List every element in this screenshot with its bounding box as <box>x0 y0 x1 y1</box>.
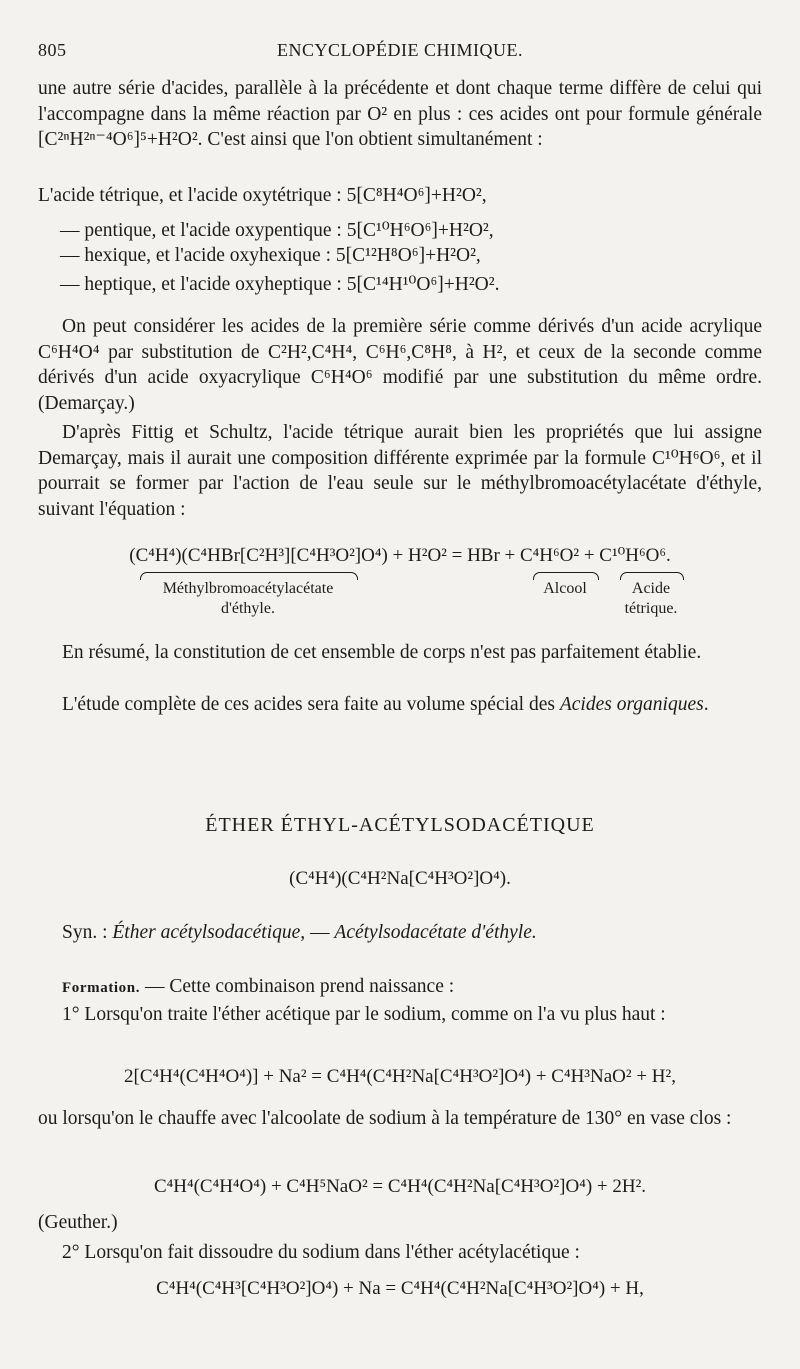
syn-name-2: Acétylsodacétate d'éthyle. <box>334 922 537 943</box>
etude-suffix: . <box>703 694 709 715</box>
brace-acide <box>620 572 684 580</box>
paragraph-fittig: D'après Fittig et Schultz, l'acide tétrique aurait bien les propriétés que lui assigne Demarçay, mais il aurait une composition différente exprimée par la formule C¹⁰H⁶O⁶, et il pourrait se former par l'action de l'eau seule sur le méthylbromoacétylacétate d'éthyle, suivant l'équation : <box>38 422 762 520</box>
label-alcool: Alcool <box>543 580 587 597</box>
syn-dash: — <box>305 922 335 943</box>
section-formula: (C⁴H⁴)(C⁴H²Na[C⁴H³O²]O⁴). <box>289 868 511 889</box>
equation-1: (C⁴H⁴)(C⁴HBr[C²H³][C⁴H³O²]O⁴) + H²O² = HBr + C⁴H⁶O² + C¹⁰H⁶O⁶. <box>129 545 671 566</box>
paragraph-chauffe: ou lorsqu'on le chauffe avec l'alcoolate de sodium à la température de 130° en vase clos : <box>38 1108 732 1129</box>
acid-line-4: — heptique, et l'acide oxyheptique : 5[C¹⁴H¹⁰O⁶]+H²O². <box>60 274 500 295</box>
acid-line-1: L'acide tétrique, et l'acide oxytétrique : 5[C⁸H⁴O⁶]+H²O², <box>38 185 487 206</box>
etude-text: L'étude complète de ces acides sera faite au volume spécial des <box>62 694 560 715</box>
section-title: ÉTHER ÉTHYL-ACÉTYLSODACÉTIQUE <box>205 814 595 836</box>
acid-line-3: — hexique, et l'acide oxyhexique : 5[C¹²H⁸O⁶]+H²O², <box>60 245 481 266</box>
brace-methyl <box>140 572 358 580</box>
brace-alcool <box>533 572 599 580</box>
intro-paragraph: une autre série d'acides, parallèle à la précédente et dont chaque terme diffère de celui qui l'accompagne dans la même réaction par O² en plus : ces acides ont pour formule générale [C²ⁿH²ⁿ⁻⁴O⁶]⁵+H²O². C'est ainsi que l'on obtient simultanément : <box>38 78 762 150</box>
label-tetrique: tétrique. <box>624 600 678 617</box>
citation-geuther: (Geuther.) <box>38 1212 118 1233</box>
paragraph-etude <box>38 692 762 718</box>
label-ethyle: d'éthyle. <box>221 600 275 617</box>
acid-line-2: — pentique, et l'acide oxypentique : 5[C¹⁰H⁶O⁶]+H²O², <box>60 220 494 241</box>
syn-name-1: Éther acétylsodacétique, <box>112 922 306 943</box>
page-number: 805 <box>38 40 67 60</box>
label-methylbromo: Méthylbromoacétylacétate <box>162 580 334 597</box>
formation-label: Formation. <box>62 980 141 996</box>
label-acide: Acide <box>631 580 671 597</box>
formation-heading <box>38 974 762 1002</box>
equation-2: 2[C⁴H⁴(C⁴H⁴O⁴)] + Na² = C⁴H⁴(C⁴H²Na[C⁴H³O²]O⁴) + C⁴H³NaO² + H², <box>124 1066 676 1087</box>
equation-4: C⁴H⁴(C⁴H³[C⁴H³O²]O⁴) + Na = C⁴H⁴(C⁴H²Na[C⁴H³O²]O⁴) + H, <box>156 1278 644 1299</box>
item-1: 1° Lorsqu'on traite l'éther acétique par le sodium, comme on l'a vu plus haut : <box>62 1004 666 1025</box>
paragraph-acrylic: On peut considérer les acides de la première série comme dérivés d'un acide acrylique C⁶H⁴O⁴ par substitution de C²H²,C⁴H⁴, C⁶H⁶,C⁸H⁸, à H², et ceux de la seconde comme dérivés d'un acide oxyacrylique C⁶H⁴O⁶ modifié par une substitution du même ordre. (Demarçay.) <box>38 316 762 414</box>
running-title: ENCYCLOPÉDIE CHIMIQUE. <box>277 40 523 60</box>
synonyms <box>38 920 762 946</box>
item-2: 2° Lorsqu'on fait dissoudre du sodium dans l'éther acétylacétique : <box>62 1242 580 1263</box>
etude-italic: Acides organiques <box>559 694 704 715</box>
paragraph-resume: En résumé, la constitution de cet ensemble de corps n'est pas parfaitement établie. <box>62 642 702 663</box>
equation-3: C⁴H⁴(C⁴H⁴O⁴) + C⁴H⁵NaO² = C⁴H⁴(C⁴H²Na[C⁴H³O²]O⁴) + 2H². <box>153 1176 647 1197</box>
syn-label: Syn. : <box>62 922 113 943</box>
formation-text: — Cette combinaison prend naissance : <box>140 976 455 997</box>
